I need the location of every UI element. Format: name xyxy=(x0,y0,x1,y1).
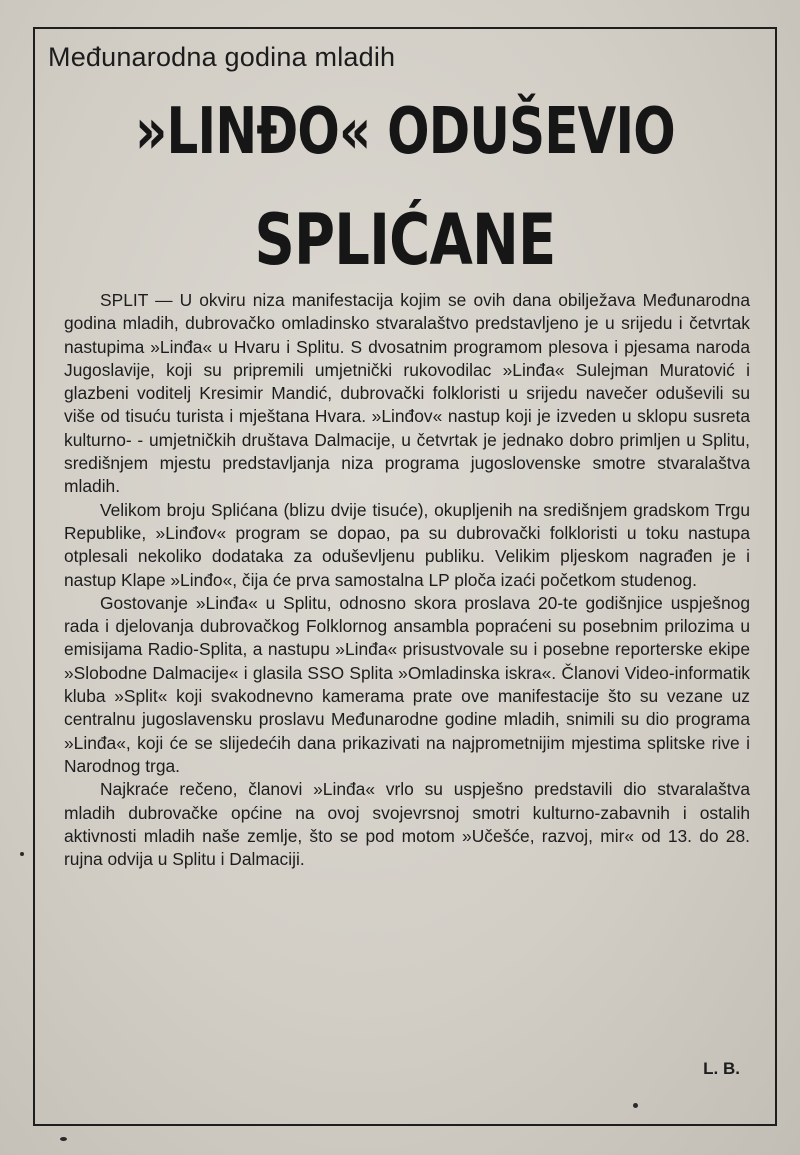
article-kicker: Međunarodna godina mladih xyxy=(48,42,396,72)
article-paragraph-1: SPLIT — U okviru niza manifestacija kojim se ovih dana obilježava Međunarodna godina mladih, dubrovačko omladinsko stvaralaštvo predstavljeno je u srijedu i četvrtak nastupima »Linđa« u Hvaru i Splitu. S dvosatnim programom plesova i pjesama naroda Jugoslavije, koji su pripremili umjetnički rukovodilac »Linđa« Sulejman Muratović i glazbeni voditelj Kresimir Mandić, dubrovački folkloristi u srijedu navečer oduševili su više od tisuću turista i mještana Hvara. »Linđov« nastup koji je izveden u sklopu susreta kulturno- - umjetničkih društava Dalmacije, u četvrtak je jednako dobro primljen u Splitu, središnjem mjestu predstavljanja niza programa jugoslovenske smotre stvaralaštva mladih. xyxy=(64,290,750,497)
article-paragraph-2: Velikom broju Splićana (blizu dvije tisuće), okupljenih na središnjem gradskom Trgu Republike, »Linđov« program se dopao, pa su dubrovački folkloristi u toku nastupa otplesali nekoliko dodataka za oduševljenu publiku. Velikim pljeskom nagrađen je i nastup Klape »Linđo«, čija će prva samostalna LP ploča izaći početkom studenog. xyxy=(64,499,750,590)
headline-line-2: SPLIĆANE xyxy=(254,199,556,281)
headline-line-1: »LINĐO« ODUŠEVIO xyxy=(135,95,675,169)
ink-speck xyxy=(633,1103,638,1108)
ink-speck xyxy=(60,1137,67,1141)
article-paragraph-4: Najkraće rečeno, članovi »Linđa« vrlo su uspješno predstavili dio stvaralaštva mladih dubrovačke općine na ovoj svojevrsnoj smotri kulturno-zabavnih i ostalih aktivnosti mladih naše zemlje, što se pod motom »Učešće, razvoj, mir« od 13. do 28. rujna odvija u Splitu i Dalmaciji. xyxy=(64,779,750,870)
article-body xyxy=(64,289,750,871)
article-paragraph-3: Gostovanje »Linđa« u Splitu, odnosno skora proslava 20-te godišnjice uspješnog rada i djelovanja dubrovačkog Folklornog ansambla popraćeni su posebnim prilozima u emisijama Radio-Splita, a nastupu »Linđa« prisustvovale su i posebne reporterske ekipe »Slobodne Dalmacije« i glasila SSO Splita »Omladinska iskra«. Članovi Video-informatik kluba »Split« koji svakodnevno kamerama prate ove manifestacije što su vezane uz centralnu jugoslavensku proslavu Međunarodne godine mladih, snimili su dio programa »Linđa«, koji će se slijedećih dana prikazivati na najprometnijim mjestima splitske rive i Narodnog trga. xyxy=(64,592,750,776)
article-byline: L. B. xyxy=(703,1059,740,1078)
ink-speck xyxy=(20,852,24,856)
